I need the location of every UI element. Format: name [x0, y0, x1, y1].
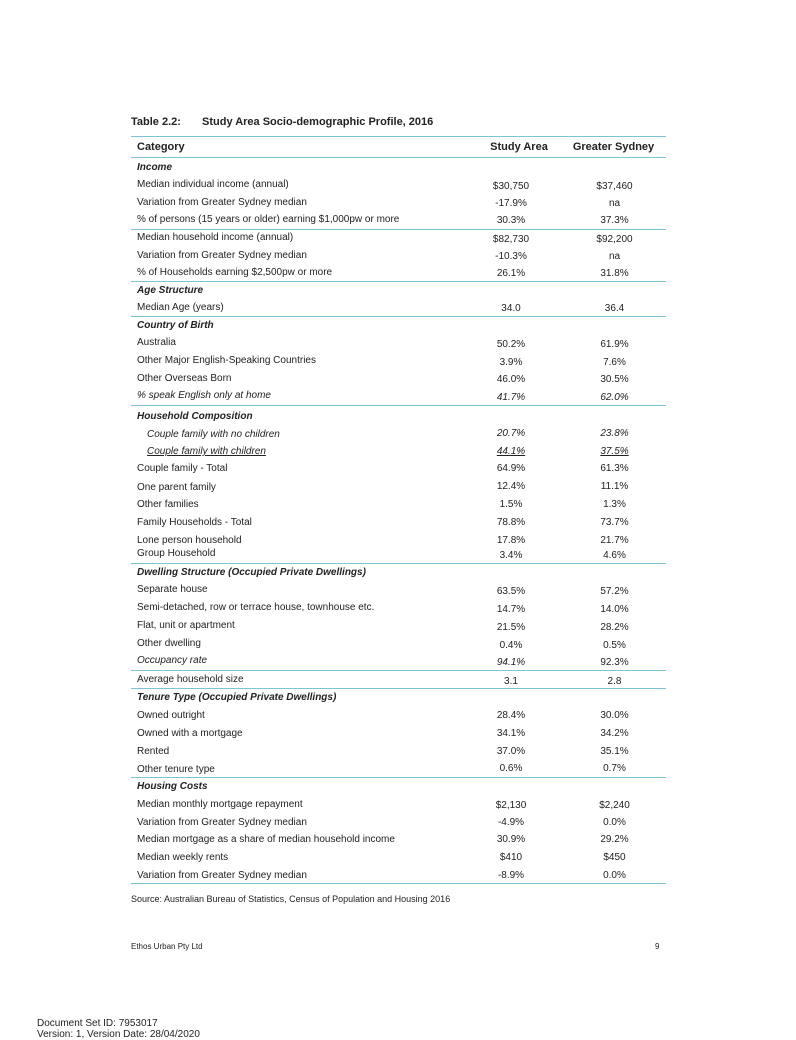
greater-sydney-value: 61.3% [600, 463, 629, 474]
row-label: % of persons (15 years or older) earning $1,000pw or more [137, 214, 400, 225]
greater-sydney-value: 36.4 [604, 303, 625, 314]
greater-sydney-value: $92,200 [596, 234, 633, 245]
row-label: Median household income (annual) [137, 232, 294, 243]
table-row [131, 743, 666, 760]
study-area-value: $2,130 [495, 800, 527, 811]
study-area-value: 21.5% [496, 622, 526, 633]
row-label: Family Households - Total [137, 517, 252, 528]
greater-sydney-value: na [608, 251, 621, 262]
row-label: Median weekly rents [137, 852, 229, 863]
study-area-value: 30.9% [496, 834, 526, 845]
row-label: Median individual income (annual) [137, 179, 289, 190]
study-area-value: $82,730 [492, 234, 530, 245]
study-area-value: 46.0% [496, 374, 526, 385]
study-area-value: 64.9% [496, 463, 526, 474]
study-area-value: 1.5% [499, 499, 523, 510]
study-area-value: $410 [499, 852, 523, 863]
greater-sydney-value: 21.7% [600, 535, 629, 546]
row-label: Other Overseas Born [137, 373, 232, 384]
table-row [131, 849, 666, 867]
study-area-value: 26.1% [496, 268, 526, 279]
document-set-info [37, 1018, 200, 1040]
greater-sydney-value: 30.5% [600, 374, 629, 385]
greater-sydney-value: $450 [603, 852, 626, 863]
table-caption [131, 116, 433, 128]
table-row [131, 867, 666, 884]
greater-sydney-value: 62.0% [600, 392, 629, 403]
table-row [131, 796, 666, 814]
header-study-area: Study Area [490, 141, 548, 153]
study-area-value: 20.7% [496, 428, 526, 439]
greater-sydney-value: 28.2% [600, 622, 629, 633]
table-row [131, 652, 666, 670]
greater-sydney-value: 2.8 [607, 676, 622, 687]
table-row [131, 264, 666, 281]
row-label: Variation from Greater Sydney median [137, 250, 307, 261]
row-label: Australia [137, 337, 176, 348]
row-label: Other tenure type [137, 764, 215, 775]
greater-sydney-value: 0.7% [603, 763, 626, 774]
table-row [131, 670, 666, 688]
study-area-value: 12.4% [496, 481, 526, 492]
row-label: Flat, unit or apartment [137, 620, 235, 631]
row-label: Tenure Type (Occupied Private Dwellings) [137, 692, 337, 703]
study-area-value: 30.3% [496, 215, 526, 226]
greater-sydney-value: 29.2% [600, 834, 629, 845]
table-row [131, 387, 666, 405]
row-label: Other Major English-Speaking Countries [137, 355, 316, 366]
study-area-value: 3.1 [504, 676, 518, 687]
study-area-value: 94.1% [496, 657, 526, 668]
table-title: Study Area Socio-demographic Profile, 2016 [202, 116, 434, 128]
study-area-value: 41.7% [496, 392, 526, 403]
table-row [131, 194, 666, 211]
row-label: Housing Costs [137, 781, 208, 792]
table-header-row [131, 137, 666, 158]
table-row [131, 513, 666, 531]
section-income [131, 158, 666, 176]
greater-sydney-value: 0.5% [603, 640, 626, 651]
greater-sydney-value: 11.1% [600, 481, 629, 492]
greater-sydney-value: $37,460 [596, 181, 633, 192]
table-row [131, 581, 666, 599]
table-row [131, 229, 666, 247]
study-area-value: -8.9% [497, 870, 525, 881]
section-housing-costs [131, 777, 666, 796]
table-row [131, 635, 666, 652]
row-label: Variation from Greater Sydney median [137, 197, 307, 208]
study-area-value: -17.9% [495, 198, 527, 209]
document-version: Version: 1, Version Date: 28/04/2020 [37, 1029, 200, 1040]
row-label: Owned outright [137, 710, 205, 721]
study-area-value: 50.2% [496, 339, 526, 350]
table-row [131, 547, 666, 563]
study-area-value: 44.1% [496, 446, 526, 457]
greater-sydney-value: 7.6% [603, 357, 626, 368]
row-label: Household Composition [137, 411, 253, 422]
row-label: Variation from Greater Sydney median [137, 817, 307, 828]
study-area-value: 17.8% [496, 535, 526, 546]
table-source: Source: Australian Bureau of Statistics, Census of Population and Housing 2016 [131, 894, 451, 904]
row-label: Group Household [137, 548, 216, 559]
header-category: Category [137, 141, 185, 153]
row-label: Couple family with no children [147, 429, 280, 440]
table-row [131, 424, 666, 442]
row-label: % of Households earning $2,500pw or more [137, 267, 333, 278]
row-label: Occupancy rate [137, 655, 208, 666]
study-area-value: 28.4% [496, 710, 526, 721]
document-set-id: Document Set ID: 7953017 [37, 1018, 158, 1029]
row-label: Median monthly mortgage repayment [137, 799, 303, 810]
section-age-structure [131, 281, 666, 299]
section-tenure-type [131, 688, 666, 707]
row-label: Owned with a mortgage [137, 728, 243, 739]
study-area-value: -10.3% [495, 251, 527, 262]
greater-sydney-value: 37.5% [600, 446, 629, 457]
study-area-value: 34.0 [501, 303, 521, 314]
greater-sydney-value: 34.2% [600, 728, 629, 739]
table-row [131, 617, 666, 635]
greater-sydney-value: na [608, 198, 621, 209]
row-label: Couple family - Total [137, 463, 228, 474]
table-row [131, 176, 666, 194]
row-label: Rented [137, 746, 170, 757]
row-label: Other dwelling [137, 638, 201, 649]
greater-sydney-value: 61.9% [600, 339, 629, 350]
table-row [131, 760, 666, 777]
study-area-value: 63.5% [496, 586, 526, 597]
row-label: Variation from Greater Sydney median [137, 870, 307, 881]
table-row [131, 478, 666, 495]
table-row [131, 442, 666, 460]
study-area-value: $30,750 [492, 181, 530, 192]
row-label: Dwelling Structure (Occupied Private Dwellings) [137, 567, 366, 578]
table-number: Table 2.2: [131, 116, 181, 128]
table-row [131, 831, 666, 849]
greater-sydney-value: 30.0% [600, 710, 629, 721]
table-row [131, 725, 666, 743]
table-row [131, 460, 666, 478]
study-area-value: 3.9% [499, 357, 523, 368]
footer-company: Ethos Urban Pty Ltd [131, 942, 203, 951]
row-label: Median mortgage as a share of median household income [137, 834, 395, 845]
row-label: Country of Birth [137, 320, 214, 331]
section-country-of-birth [131, 316, 666, 334]
row-label: Couple family with children [147, 446, 266, 457]
section-dwelling-structure [131, 563, 666, 581]
row-label: Income [137, 162, 173, 173]
greater-sydney-value: 37.3% [600, 215, 629, 226]
greater-sydney-value: 1.3% [603, 499, 626, 510]
greater-sydney-value: 31.8% [600, 268, 629, 279]
row-label: % speak English only at home [137, 390, 271, 401]
study-area-value: 0.4% [499, 640, 523, 651]
greater-sydney-value: 92.3% [600, 657, 629, 668]
table-row [131, 299, 666, 316]
study-area-value: -4.9% [497, 817, 525, 828]
row-label: Other families [137, 499, 199, 510]
table-row [131, 814, 666, 831]
header-greater-sydney: Greater Sydney [572, 141, 655, 153]
row-label: Average household size [137, 674, 244, 685]
greater-sydney-value: 23.8% [600, 428, 629, 439]
study-area-value: 3.4% [499, 550, 523, 561]
table-row [131, 247, 666, 264]
study-area-value: 0.6% [499, 763, 523, 774]
row-label: Separate house [137, 584, 208, 595]
footer-page-number: 9 [655, 942, 660, 951]
row-label: Age Structure [137, 285, 204, 296]
greater-sydney-value: 73.7% [600, 517, 629, 528]
study-area-value: 34.1% [496, 728, 526, 739]
greater-sydney-value: $2,240 [599, 800, 630, 811]
row-label: Semi-detached, row or terrace house, townhouse etc. [137, 602, 375, 613]
greater-sydney-value: 0.0% [603, 870, 626, 881]
greater-sydney-value: 35.1% [600, 746, 629, 757]
greater-sydney-value: 57.2% [600, 586, 629, 597]
greater-sydney-value: 0.0% [603, 817, 626, 828]
row-label: Median Age (years) [137, 302, 224, 313]
table-row [131, 211, 666, 229]
table-row [131, 370, 666, 387]
section-household-composition [131, 405, 666, 424]
table-row [131, 707, 666, 725]
greater-sydney-value: 14.0% [600, 604, 629, 615]
socio-demographic-table [131, 136, 666, 884]
table-row [131, 495, 666, 513]
table-row [131, 599, 666, 617]
study-area-value: 14.7% [496, 604, 526, 615]
row-label: Lone person household [137, 535, 242, 546]
row-label: One parent family [137, 482, 216, 493]
greater-sydney-value: 4.6% [603, 550, 626, 561]
table-row [131, 352, 666, 370]
study-area-value: 37.0% [496, 746, 526, 757]
study-area-value: 78.8% [496, 517, 526, 528]
table-row [131, 531, 666, 547]
table-row [131, 334, 666, 352]
